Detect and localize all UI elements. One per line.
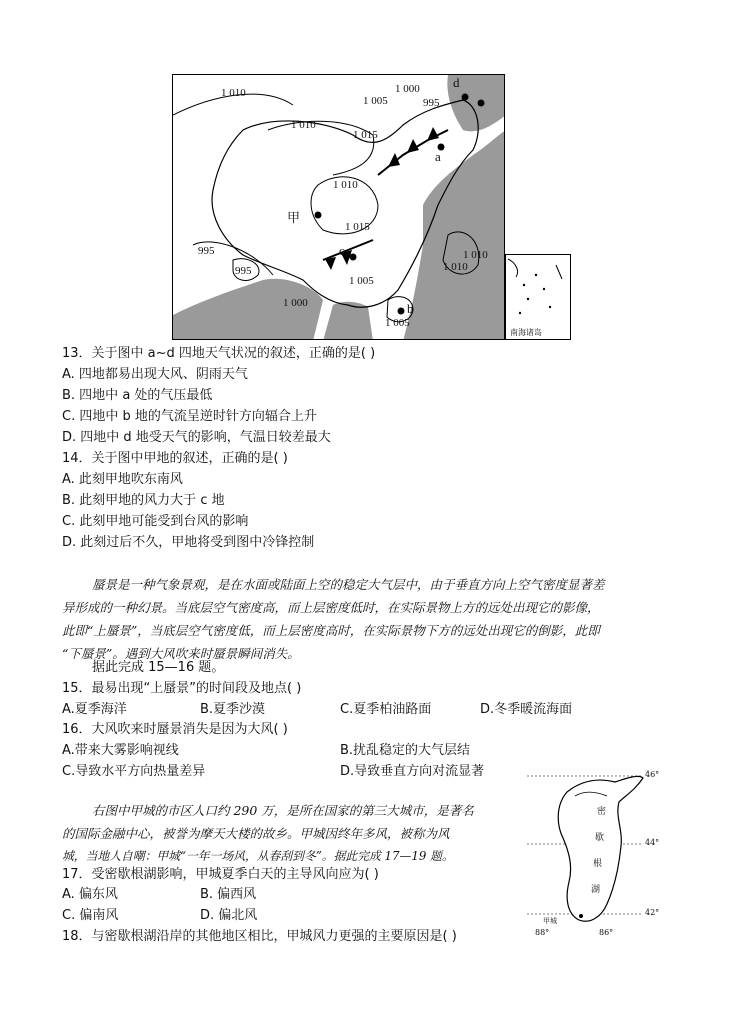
q15-stem: 15．最易出现“上蜃景”的时间段及地点( ): [62, 681, 302, 696]
q17-option-a: A. 偏东风: [62, 887, 118, 902]
isobar-label: 1 005: [349, 275, 374, 287]
point-d2: [478, 100, 485, 107]
gray-region-sea: [403, 130, 505, 340]
lon-88: 88°: [535, 928, 550, 937]
point-label-c: c: [339, 243, 345, 258]
passage2-line1: 右图中甲城的市区人口约 290 万，是所在国家的第三大城市，是著名: [92, 803, 474, 818]
gray-region-sw: [173, 279, 323, 340]
q16-option-a: A.带来大雾影响视线: [62, 743, 179, 758]
isobar-label: 1 010: [291, 119, 316, 131]
q17-option-d: D. 偏北风: [200, 908, 258, 923]
isobar-label: 1 000: [283, 297, 308, 309]
passage1-line2: 异形成的一种幻景。当底层空气密度高，而上层密度低时，在实际景物上方的远处出现它的影像，: [62, 600, 600, 615]
point-label-a: a: [435, 149, 441, 164]
isobar-label: 1 015: [345, 221, 370, 233]
point-d: [462, 94, 469, 101]
q14-stem: 14．关于图中甲地的叙述，正确的是( ): [62, 451, 288, 466]
weather-map: [172, 74, 505, 340]
isobar-label: 1 005: [385, 317, 410, 329]
lake-michigan-map: [527, 770, 675, 938]
q18-stem: 18．与密歇根湖沿岸的其他地区相比，甲城风力更强的主要原因是( ): [62, 929, 457, 944]
front-triangle: [427, 127, 439, 141]
passage1-line4: “下蜃景”。遇到大风吹来时蜃景瞬间消失。: [62, 646, 300, 661]
lat-42: 42°: [645, 908, 660, 917]
point-jia: [315, 212, 322, 219]
q16-stem: 16．大风吹来时蜃景消失是因为大风( ): [62, 722, 288, 737]
q17-option-c: C. 偏南风: [62, 908, 119, 923]
lake-outline: [558, 776, 643, 921]
isobar-label: 995: [423, 97, 440, 109]
point-c: [350, 254, 357, 261]
passage1-instruction: 据此完成 15—16 题。: [92, 660, 225, 675]
isobar-label: 1 005: [363, 95, 388, 107]
q16-option-c: C.导致水平方向热量差异: [62, 764, 206, 779]
isobar-label: 1 015: [353, 129, 378, 141]
lake-char-2: 歇: [595, 833, 605, 843]
q13-option-d: D. 四地中 d 地受天气的影响，气温日较差最大: [62, 430, 331, 445]
q14-option-b: B. 此刻甲地的风力大于 c 地: [62, 493, 225, 508]
point-label-jia: 甲: [287, 210, 301, 225]
lat-44: 44°: [645, 838, 660, 847]
isobar-label: 995: [198, 245, 215, 257]
q14-option-d: D. 此刻过后不久，甲地将受到图中冷锋控制: [62, 535, 315, 550]
isobar-label: 1 010: [443, 261, 468, 273]
inset-label: 南海诸岛: [510, 328, 542, 337]
q14-option-c: C. 此刻甲地可能受到台风的影响: [62, 514, 249, 529]
q15-option-a: A.夏季海洋: [62, 702, 127, 717]
q16-option-d: D.导致垂直方向对流显著: [340, 764, 485, 779]
q17-option-b: B. 偏西风: [200, 887, 257, 902]
isobar-label: 995: [235, 265, 252, 277]
isobar-label: 1 010: [463, 249, 488, 261]
weather-map-drawing: [173, 75, 505, 340]
passage1-line3: 此即“上蜃景”，当底层空气密度低，而上层密度高时，在实际景物下方的远处出现它的倒影，此即: [62, 623, 600, 638]
point-label-b: b: [407, 301, 414, 316]
q16-option-b: B.扰乱稳定的大气层结: [340, 743, 471, 758]
q14-option-a: A. 此刻甲地吹东南风: [62, 472, 183, 487]
q15-option-d: D.冬季暖流海面: [480, 702, 573, 717]
lake-char-1: 密: [597, 807, 607, 817]
isobar-label: 1 000: [395, 83, 420, 95]
q13-stem: 13．关于图中 a~d 四地天气状况的叙述，正确的是( ): [62, 346, 376, 361]
q13-option-a: A. 四地都易出现大风、阴雨天气: [62, 367, 248, 382]
passage2-line3: 城，当地人自嘲：甲城“一年一场风，从春刮到冬”。据此完成 17—19 题。: [62, 849, 454, 863]
passage2-line2: 的国际金融中心，被誉为摩天大楼的故乡。甲城因终年多风，被称为风: [62, 826, 450, 841]
q15-option-c: C.夏季柏油路面: [340, 702, 432, 717]
lat-46: 46°: [645, 770, 660, 779]
q15-option-b: B.夏季沙漠: [200, 702, 266, 717]
lon-86: 86°: [599, 928, 614, 937]
front-triangle: [325, 257, 336, 270]
city-jia-marker: [579, 914, 583, 918]
point-b: [398, 308, 405, 315]
lake-char-3: 根: [593, 859, 603, 869]
q13-option-b: B. 四地中 a 处的气压最低: [62, 388, 213, 403]
lake-char-4: 湖: [591, 885, 601, 895]
passage1-line1: 蜃景是一种气象景观，是在水面或陆面上空的稳定大气层中，由于垂直方向上空气密度显著差: [92, 577, 605, 592]
city-jia-label: 甲城: [543, 917, 557, 925]
inset-drawing: [506, 255, 570, 325]
isobar-label: 1 010: [333, 179, 358, 191]
south-china-sea-inset: [505, 254, 571, 340]
q17-stem: 17．受密歇根湖影响，甲城夏季白天的主导风向应为( ): [62, 867, 379, 882]
q13-option-c: C. 四地中 b 地的气流呈逆时针方向辐合上升: [62, 409, 317, 424]
point-label-d: d: [453, 75, 460, 90]
isobar-label: 1 010: [221, 87, 246, 99]
